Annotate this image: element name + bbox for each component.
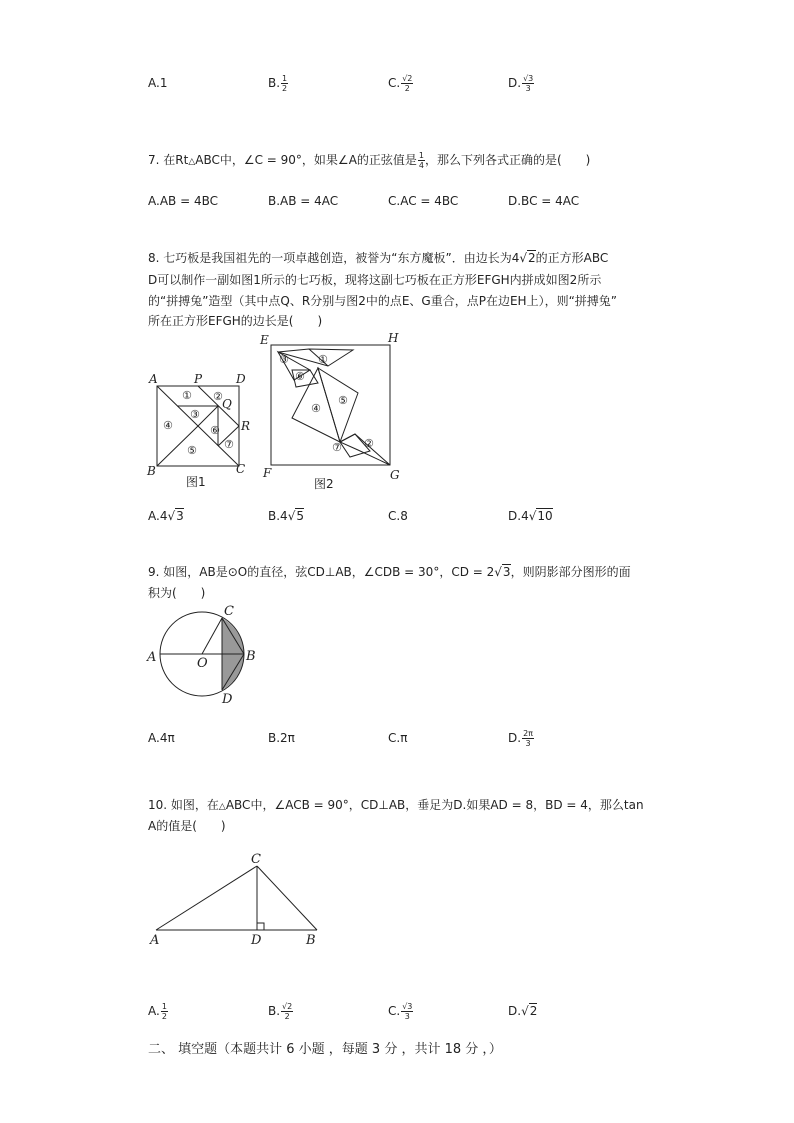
fig1-piece-4: ④ (163, 419, 173, 432)
q7-option-c: C.AC = 4BC (388, 194, 459, 208)
fig2-piece-2: ② (364, 437, 374, 450)
q10-option-c: C. $\frac{√3}{3}$ (388, 1002, 413, 1021)
fig1-piece-5: ⑤ (187, 444, 197, 457)
fig1-label-r: R (241, 419, 251, 433)
q10-stem-line1: 10. 如图，在△ABC中，∠ACB = 90°，CD⊥AB，垂足为D.如果AD = 8，BD = 4，那么tan (148, 798, 644, 812)
q10-stem-line2: A的值是( ) (148, 819, 226, 833)
q7-stem: 7. 在Rt△ABC中，∠C = 90°，如果∠A的正弦值是 $\frac{1}{4}$ ，那么下列各式正确的是( ) (148, 151, 591, 170)
q8-option-d: D.4√ 10 (508, 505, 553, 527)
q8-stem-line2: D可以制作一副如图1所示的七巧板，现将这副七巧板在正方形EFGH内拼成如图2所示 (148, 273, 602, 287)
q10-figure (140, 848, 340, 952)
fig2-piece-5: ⑤ (338, 394, 348, 407)
q10-option-b: B. $\frac{√2}{2}$ (268, 1002, 293, 1021)
perpendicular-icon: ⊥ (378, 798, 389, 812)
q6-option-c: C. $\frac{√2}{2}$ (388, 74, 413, 93)
q8-figure1 (140, 366, 260, 496)
q8-option-a: A.4√ 3 (148, 505, 184, 527)
fig9-label-a: A (147, 650, 157, 665)
fig2-label-g: G (390, 468, 400, 482)
q9-figure (140, 600, 270, 710)
fig1-label-q: Q (222, 397, 232, 411)
q8-stem-line3: 的“拼搏兔”造型（其中点Q、R分别与图2中的点E、G重合，点P在边EH上），则“拼搏兔” (148, 294, 618, 308)
q9-options (148, 727, 628, 749)
q8-options (148, 505, 628, 527)
fig1-label-c: C (236, 462, 246, 476)
fig1-piece-7: ⑦ (224, 438, 234, 451)
q9-stem-line1: 9. 如图，AB是⊙O的直径，弦CD⊥AB，∠CDB = 30°，CD = 2√ 3，则阴影部分图形的面 (148, 562, 631, 582)
q10-option-d: D.√ 2 (508, 1000, 537, 1022)
fig9-label-o: O (197, 656, 208, 671)
fig2-label-h: H (388, 331, 399, 345)
fig10-label-d: D (251, 933, 262, 948)
q9-option-c: C.π (388, 731, 408, 745)
circle-symbol-icon: ⊙ (227, 565, 238, 579)
fig10-label-a: A (150, 933, 160, 948)
section-2-heading: 二、 填空题（本题共计 6 小题 ，每题 3 分 ，共计 18 分 ，） (148, 1042, 502, 1057)
q9-option-d: D. $\frac{2\pi}{3}$ (508, 729, 533, 748)
fig1-caption: 图1 (186, 475, 206, 489)
perpendicular-icon: ⊥ (324, 565, 336, 579)
q9-option-a: A.4π (148, 731, 175, 745)
fig2-piece-6: ⑥ (295, 370, 305, 383)
q8-option-b: B.4√ 5 (268, 505, 304, 527)
fig2-piece-7: ⑦ (332, 441, 342, 454)
q7-option-a: A.AB = 4BC (148, 194, 218, 208)
fig1-label-b: B (147, 464, 156, 478)
fig1-label-a: A (149, 372, 158, 386)
q9-option-b: B.2π (268, 731, 295, 745)
fig1-label-p: P (194, 372, 203, 386)
fig2-label-e: E (260, 333, 269, 347)
q8-option-c: C.8 (388, 509, 408, 523)
q6-option-d: D. $\frac{√3}{3}$ (508, 74, 534, 93)
q6-option-b: B. $\frac{1}{2}$ (268, 74, 288, 93)
fig9-label-b: B (246, 649, 256, 664)
fig2-label-f: F (263, 466, 272, 480)
fig10-label-c: C (251, 852, 261, 867)
q10-option-a: A. $\frac{1}{2}$ (148, 1002, 167, 1021)
fig10-label-b: B (306, 933, 316, 948)
q7-options (148, 190, 628, 212)
q8-stem-line4: 所在正方形EFGH的边长是( ) (148, 314, 323, 328)
fig9-label-c: C (224, 604, 234, 619)
q6-options (148, 72, 628, 94)
fig2-piece-3: ③ (279, 353, 289, 366)
q6-option-a: A.1 (148, 76, 168, 90)
q9-stem-line2: 积为( ) (148, 586, 206, 600)
fig2-piece-1: ① (318, 353, 328, 366)
fig1-label-d: D (236, 372, 246, 386)
fig1-piece-2: ② (213, 390, 223, 403)
fig2-caption: 图2 (314, 477, 334, 491)
fig2-piece-4: ④ (311, 402, 321, 415)
fig1-piece-1: ① (182, 389, 192, 402)
q7-option-b: B.AB = 4AC (268, 194, 339, 208)
fig1-piece-6: ⑥ (210, 424, 220, 437)
fig1-piece-3: ③ (190, 408, 200, 421)
q8-figure2 (258, 330, 408, 498)
q7-option-d: D.BC = 4AC (508, 194, 580, 208)
q8-stem-line1: 8. 七巧板是我国祖先的一项卓越创造，被誉为“东方魔板”．由边长为4√ 2的正方形ABC (148, 248, 608, 268)
fig9-label-d: D (222, 692, 233, 707)
q10-options (148, 1000, 628, 1022)
